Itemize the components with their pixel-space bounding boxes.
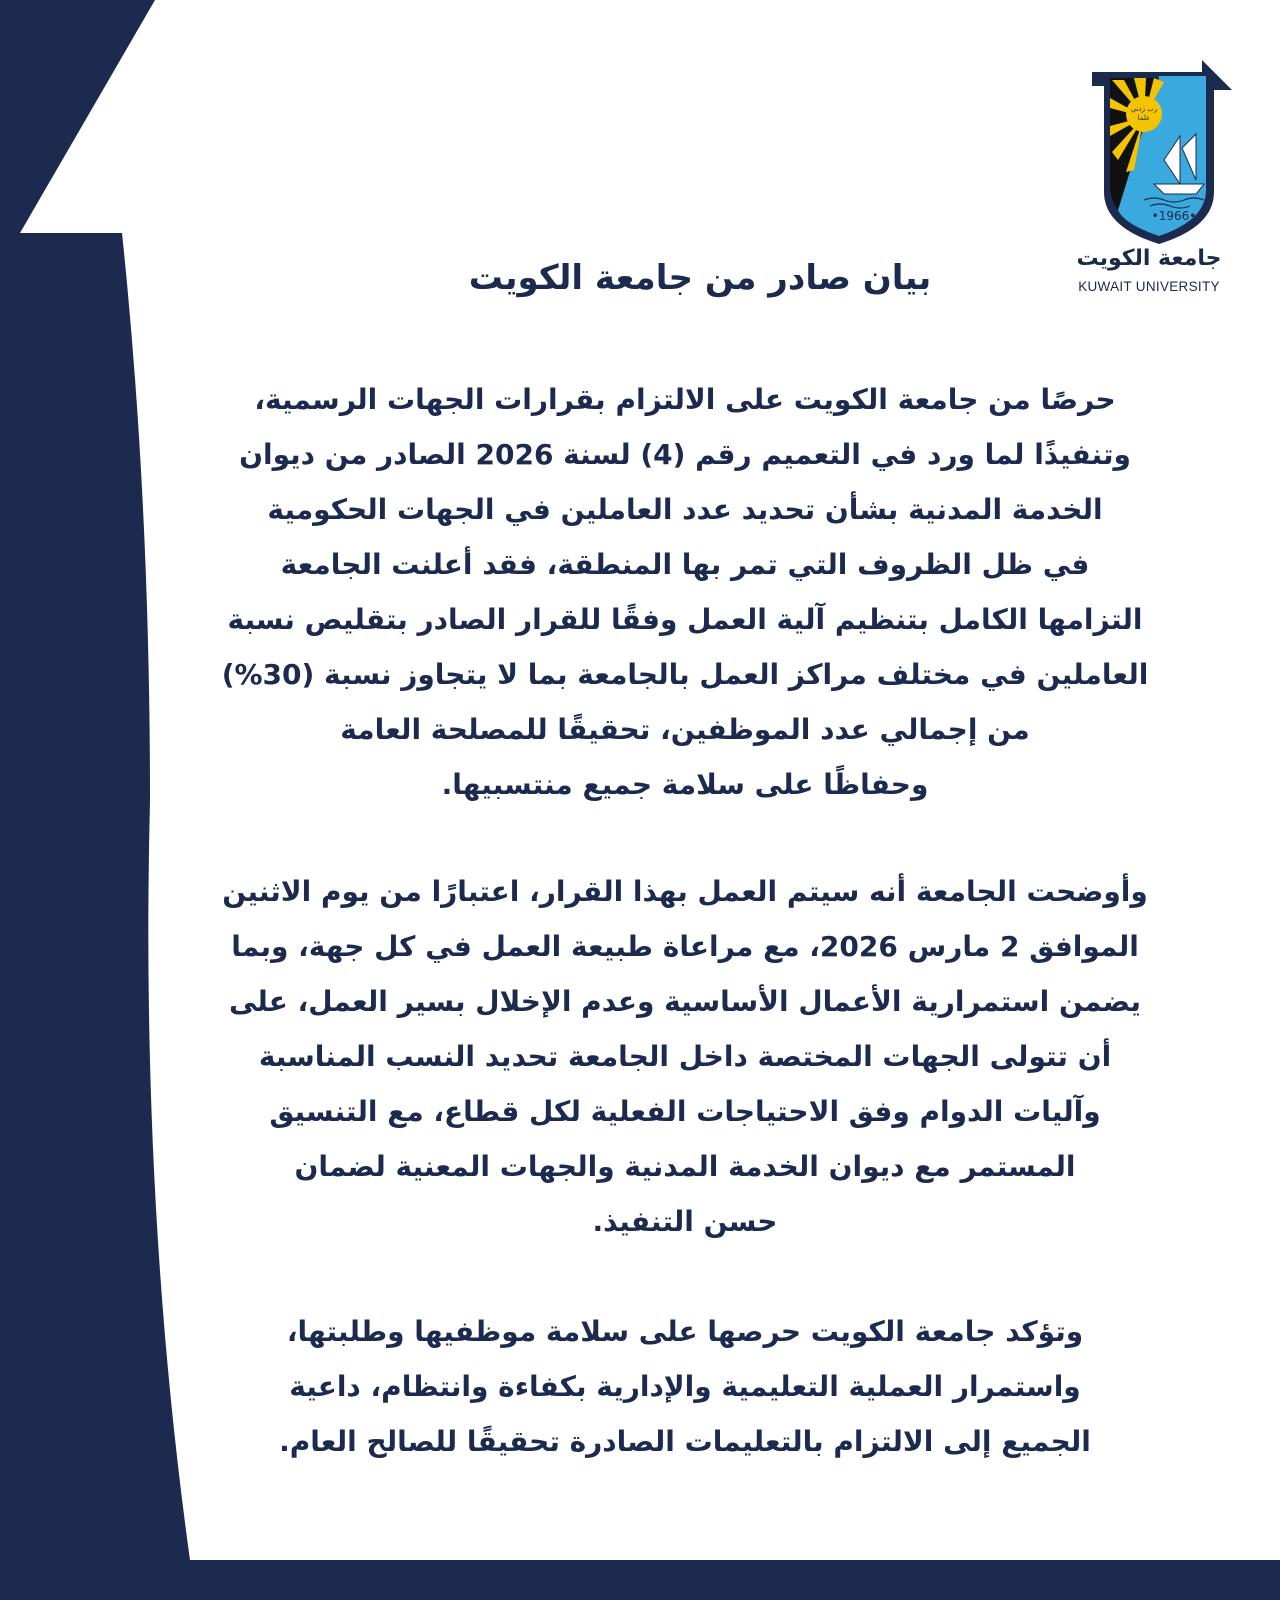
svg-text:رب زدني: رب زدني	[1130, 105, 1158, 113]
logo-name-english: KUWAIT UNIVERSITY	[1078, 279, 1220, 294]
paragraph-line: وآليات الدوام وفق الاحتياجات الفعلية لكل قطاع، مع التنسيق	[269, 1095, 1101, 1128]
university-crest-icon	[1084, 52, 1234, 247]
svg-text:•1966•: •1966•	[1151, 209, 1197, 223]
paragraph-3	[170, 1304, 1200, 1469]
paragraph-line: العاملين في مختلف مراكز العمل بالجامعة بما لا يتجاوز نسبة (30%)	[221, 658, 1149, 691]
paragraph-line: الجميع إلى الالتزام بالتعليمات الصادرة تحقيقًا للصالح العام.	[279, 1425, 1091, 1458]
paragraph-2	[170, 864, 1200, 1249]
university-logo	[1062, 52, 1244, 302]
paragraph-line: واستمرار العملية التعليمية والإدارية بكفاءة وانتظام، داعية	[289, 1370, 1081, 1403]
paragraph-line: في ظل الظروف التي تمر بها المنطقة، فقد أعلنت الجامعة	[280, 548, 1090, 581]
paragraph-line: وأوضحت الجامعة أنه سيتم العمل بهذا القرار، اعتبارًا من يوم الاثنين	[222, 875, 1148, 908]
svg-text:علما: علما	[1137, 114, 1151, 122]
paragraph-line: الموافق 2 مارس 2026، مع مراعاة طبيعة العمل في كل جهة، وبما	[231, 930, 1139, 963]
paragraph-line: أن تتولى الجهات المختصة داخل الجامعة تحديد النسب المناسبة	[258, 1040, 1112, 1073]
paragraph-line: وتؤكد جامعة الكويت حرصها على سلامة موظفيها وطلبتها،	[286, 1315, 1084, 1348]
paragraph-line: حسن التنفيذ.	[592, 1205, 778, 1238]
logo-name-arabic: جامعة الكويت	[1076, 246, 1222, 271]
page-title: بيان صادر من جامعة الكويت	[468, 258, 932, 298]
paragraph-line: وحفاظًا على سلامة جميع منتسبيها.	[441, 768, 929, 801]
paragraph-line: حرصًا من جامعة الكويت على الالتزام بقرارات الجهات الرسمية،	[254, 383, 1116, 416]
paragraph-line: من إجمالي عدد الموظفين، تحقيقًا للمصلحة العامة	[340, 713, 1030, 746]
paragraph-line: يضمن استمرارية الأعمال الأساسية وعدم الإخلال بسير العمل، على	[228, 985, 1142, 1018]
paragraph-1	[170, 372, 1200, 812]
paragraph-line: وتنفيذًا لما ورد في التعميم رقم (4) لسنة 2026 الصادر من ديوان	[239, 438, 1131, 471]
paragraph-line: الخدمة المدنية بشأن تحديد عدد العاملين في الجهات الحكومية	[267, 493, 1103, 526]
paragraph-line: التزامها الكامل بتنظيم آلية العمل وفقًا للقرار الصادر بتقليص نسبة	[227, 603, 1143, 636]
paragraph-line: المستمر مع ديوان الخدمة المدنية والجهات المعنية لضمان	[294, 1150, 1076, 1183]
